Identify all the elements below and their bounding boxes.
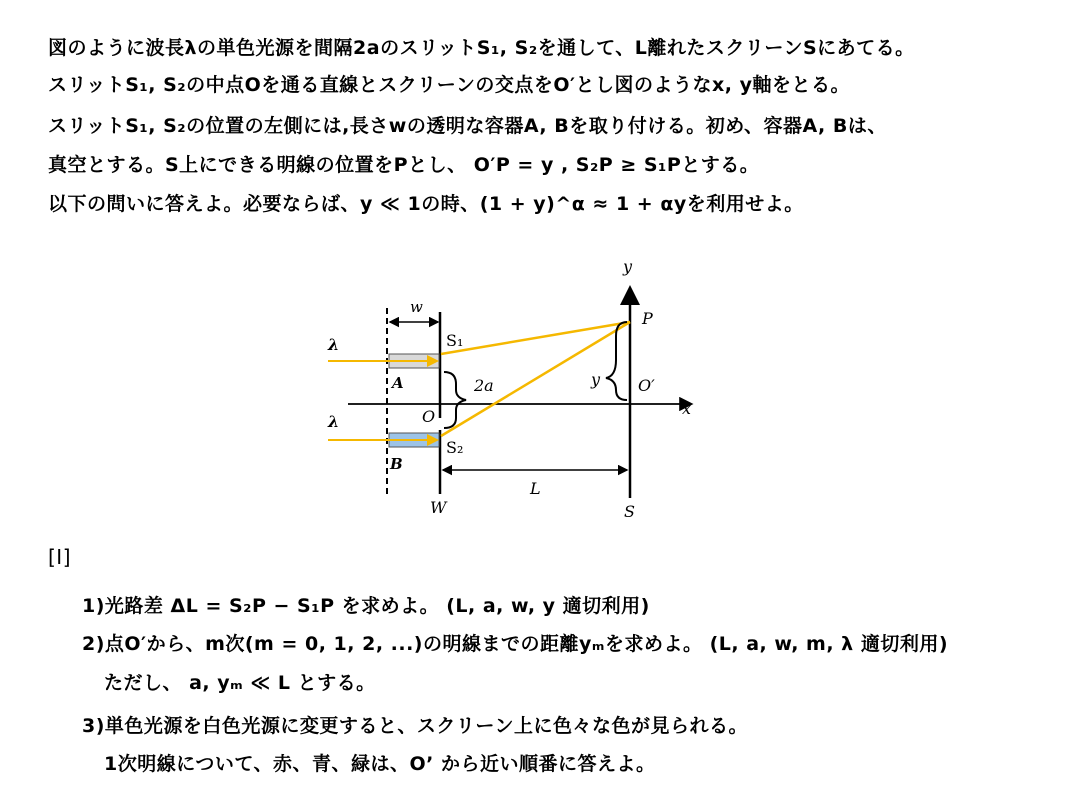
label-w-wall: W xyxy=(430,498,447,517)
label-l: L xyxy=(530,479,541,498)
question-3: 3)単色光源を白色光源に変更すると、スクリーン上に色々な色が見られる。 xyxy=(82,715,749,737)
question-3-note: 1次明線について、赤、青、緑は、O’ から近い順番に答えよ。 xyxy=(104,753,656,775)
question-1: 1)光路差 ΔL = S₂P − S₁P を求めよ。 (L, a, w, y 適切利用) xyxy=(82,595,650,617)
label-s2: S₂ xyxy=(446,438,464,457)
label-y-axis: y xyxy=(623,257,633,276)
intro-line-2: スリットS₁, S₂の中点Oを通る直線とスクリーンの交点をO′とし図のようなx, y軸をとる。 xyxy=(48,74,850,96)
label-lambda-bottom: λ xyxy=(328,412,340,431)
intro-line-1: 図のように波長λの単色光源を間隔2aのスリットS₁, S₂を通して、L離れたスクリーンSにあてる。 xyxy=(48,37,915,59)
intro-line-5: 以下の問いに答えよ。必要ならば、y ≪ 1の時、(1 + y)^α ≈ 1 + αyを利用せよ。 xyxy=(48,193,804,215)
label-p: P xyxy=(642,309,653,328)
section-label: [Ⅰ] xyxy=(48,545,72,569)
question-2: 2)点O′から、m次(m = 0, 1, 2, ...)の明線までの距離yₘを求めよ。 (L, a, w, m, λ 適切利用) xyxy=(82,633,948,655)
label-w: w xyxy=(410,298,423,316)
brace-2a xyxy=(444,372,466,428)
label-o-prime: O′ xyxy=(638,376,655,395)
question-2-note: ただし、 a, yₘ ≪ L とする。 xyxy=(104,672,376,694)
intro-line-3: スリットS₁, S₂の位置の左側には,長さwの透明な容器A, Bを取り付ける。初め、容器A, Bは、 xyxy=(48,115,887,137)
label-lambda-top: λ xyxy=(328,335,340,354)
label-s1: S₁ xyxy=(446,331,464,350)
label-b: B xyxy=(390,455,403,473)
double-slit-diagram xyxy=(320,250,720,530)
label-a: A xyxy=(392,374,404,392)
label-x-axis: x xyxy=(682,399,692,418)
label-y-distance: y xyxy=(591,370,601,389)
label-o: O xyxy=(422,407,436,426)
label-2a: 2a xyxy=(474,376,494,395)
intro-line-4: 真空とする。S上にできる明線の位置をPとし、 O′P = y , S₂P ≥ S₁Pとする。 xyxy=(48,154,760,176)
label-s-screen: S xyxy=(624,502,635,521)
